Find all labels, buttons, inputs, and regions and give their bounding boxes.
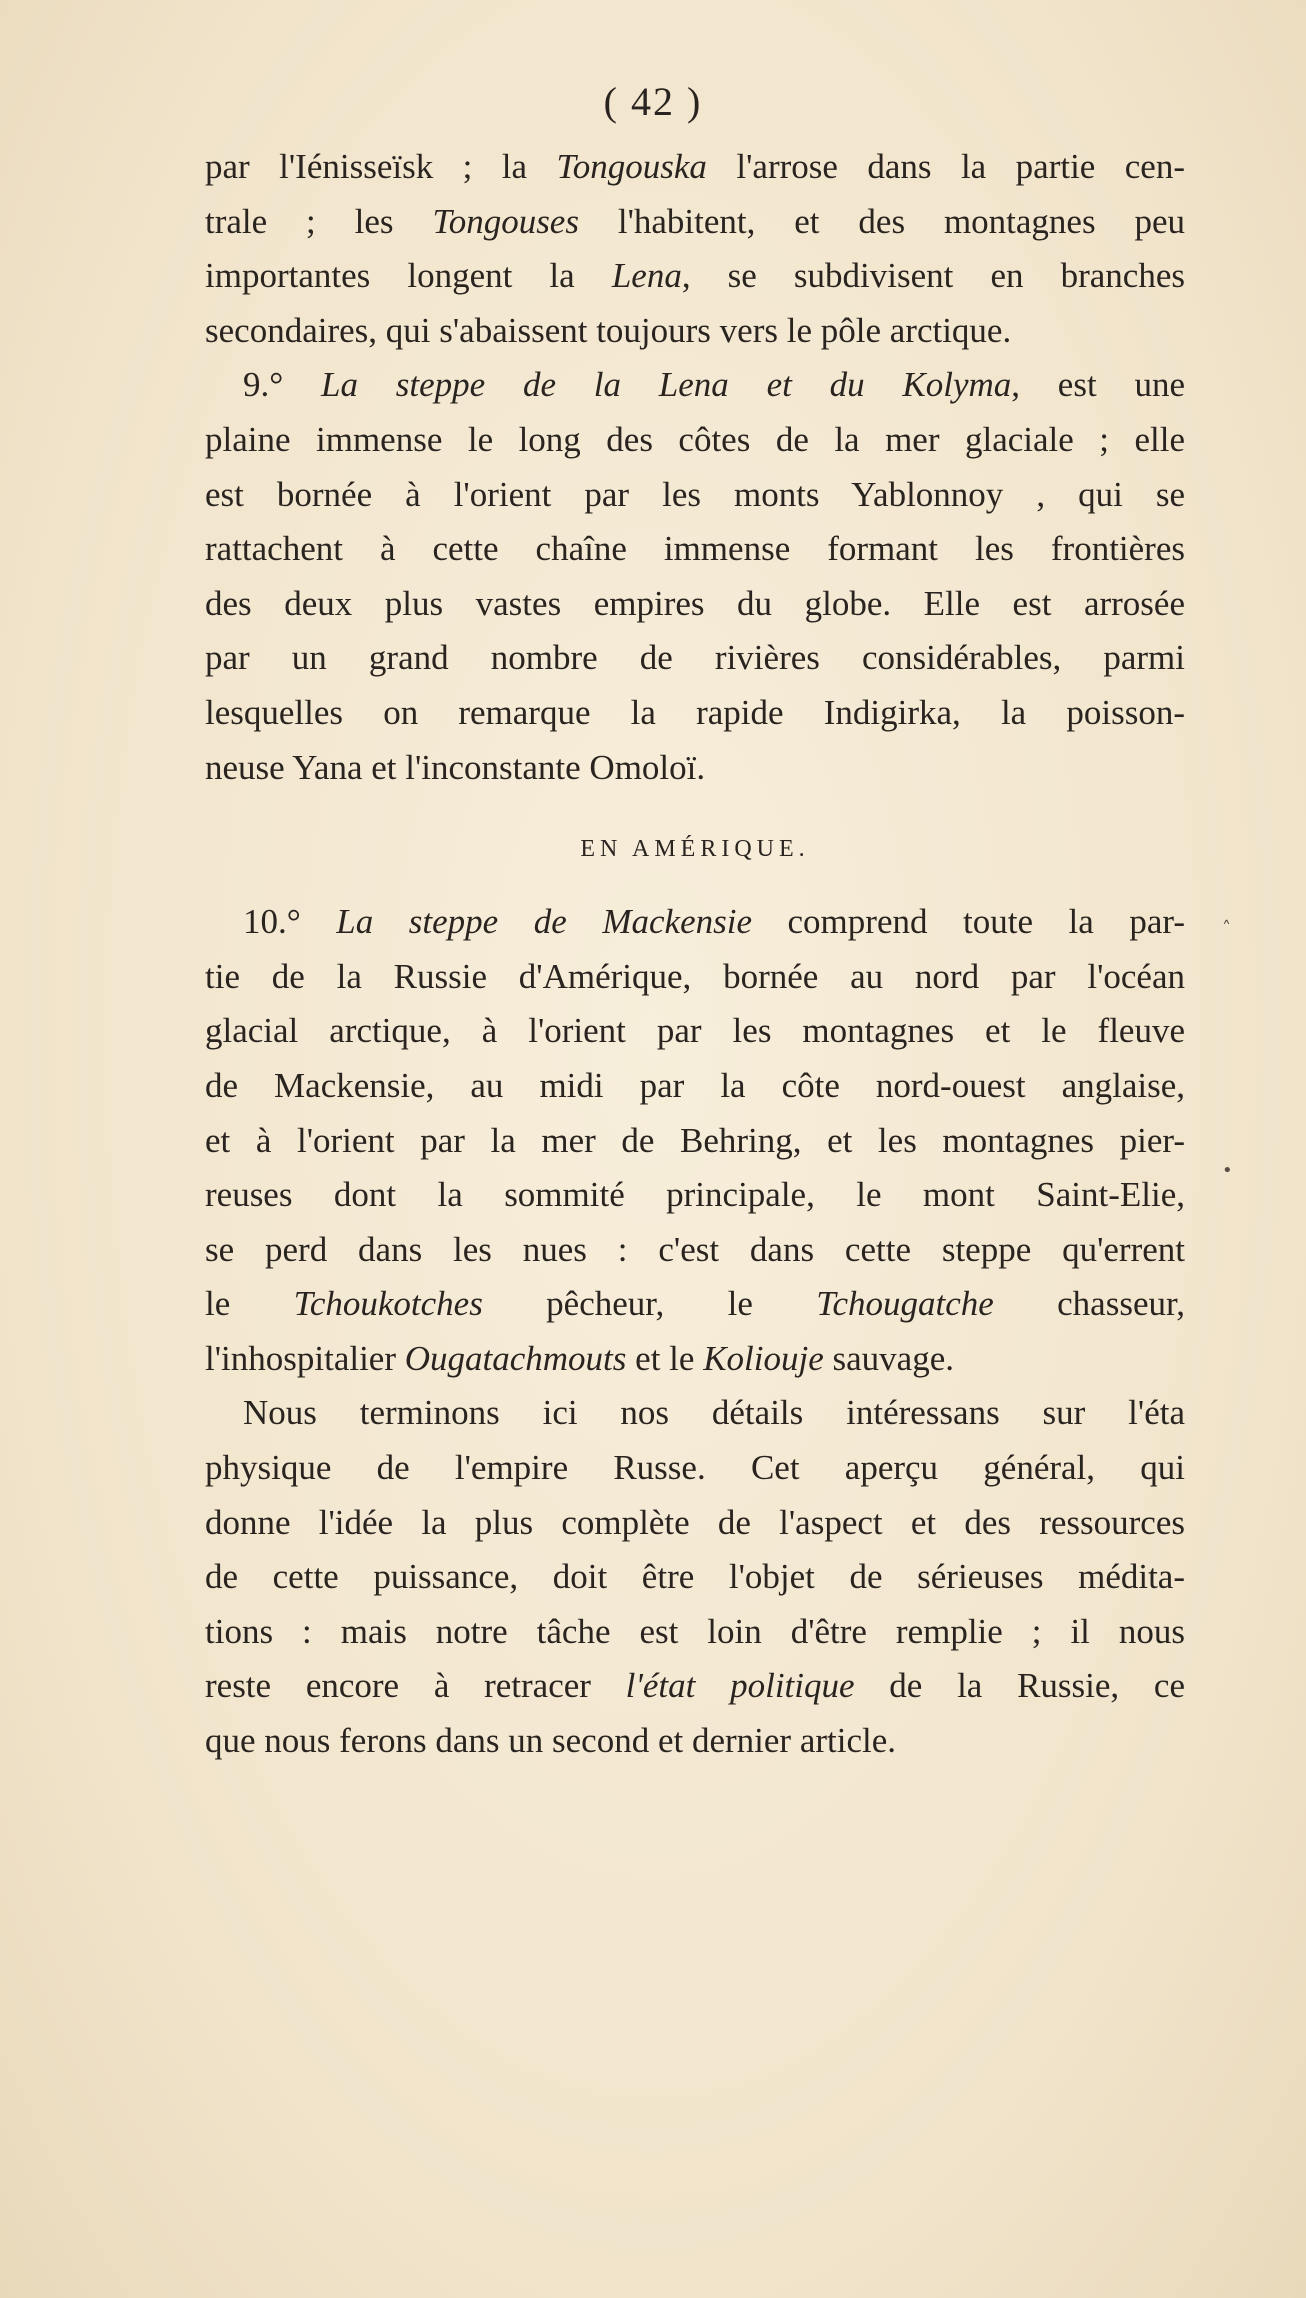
italic-term: Tchougatche (816, 1284, 994, 1324)
text-line (205, 1714, 1185, 1769)
italic-term: Lena (611, 256, 682, 296)
italic-term: Koliouje (703, 1338, 824, 1378)
text-line (205, 895, 1185, 950)
page-number: ( 42 ) (603, 79, 703, 124)
paragraph (205, 358, 1185, 795)
text-run: que nous ferons dans un second et dernier article. (205, 1721, 897, 1761)
text-run: par l'Iénisseïsk ; la (205, 147, 557, 186)
text-run: , se subdivisent en branches (681, 256, 1186, 296)
text-run: tie de la Russie d'Amérique, bornée au nord par l'océan (205, 956, 1185, 996)
text-run: Nous terminons ici nos détails intéressans sur l'éta (243, 1393, 1185, 1433)
text-run: le (205, 1284, 294, 1324)
text-run: , est une (1011, 365, 1185, 405)
text-line (205, 950, 1185, 1005)
text-run: 10.° (243, 902, 337, 942)
text-run: l'habitent, et des montagnes peu (578, 201, 1186, 241)
text-run: par un grand nombre de rivières considérables, parmi (205, 638, 1185, 678)
text-run: de la Russie, ce (854, 1666, 1185, 1706)
paragraph (205, 895, 1185, 1386)
text-line (205, 249, 1185, 304)
italic-term: Tongouska (556, 147, 707, 186)
text-run: reuses dont la sommité principale, le mont Saint-Elie, (205, 1175, 1185, 1215)
text-line (205, 1004, 1185, 1059)
text-line (205, 304, 1185, 359)
text-line (205, 1659, 1185, 1714)
italic-term: La steppe de Mackensie (336, 902, 752, 942)
section-heading: EN AMÉRIQUE. (580, 836, 810, 863)
text-line (205, 1059, 1185, 1114)
text-run: de cette puissance, doit être l'objet de sérieuses médita- (205, 1557, 1185, 1597)
text-run: et le (626, 1338, 704, 1378)
text-line (205, 195, 1185, 250)
text-line (205, 741, 1185, 796)
text-run: glacial arctique, à l'orient par les montagnes et le fleuve (205, 1011, 1185, 1051)
text-run: pêcheur, le (482, 1284, 817, 1324)
text-run: l'inhospitalier (205, 1338, 405, 1378)
text-run: et à l'orient par la mer de Behring, et les montagnes pier- (205, 1120, 1185, 1160)
text-line (205, 1496, 1185, 1551)
text-run: lesquelles on remarque la rapide Indigirka, la poisson- (205, 692, 1185, 732)
text-line (205, 140, 1185, 195)
text-line (205, 1386, 1185, 1441)
text-line (205, 686, 1185, 741)
margin-mark: ˄ (1222, 918, 1231, 939)
text-line (205, 1277, 1185, 1332)
text-run: chasseur, (993, 1284, 1185, 1324)
text-run: plaine immense le long des côtes de la mer glaciale ; elle (205, 419, 1185, 459)
text-line (205, 413, 1185, 468)
text-run: donne l'idée la plus complète de l'aspect et des ressources (205, 1502, 1185, 1542)
text-line (205, 1605, 1185, 1660)
text-run: est bornée à l'orient par les monts Yablonnoy , qui se (205, 474, 1185, 514)
text-run: l'arrose dans la partie cen- (706, 147, 1185, 186)
text-line (205, 1114, 1185, 1169)
text-run: trale ; les (205, 201, 433, 241)
text-line (205, 468, 1185, 523)
text-line (205, 631, 1185, 686)
text-line (205, 358, 1185, 413)
text-run: se perd dans les nues : c'est dans cette steppe qu'errent (205, 1229, 1185, 1269)
paragraph (205, 140, 1185, 358)
text-run: reste encore à retracer (205, 1666, 626, 1706)
body-text (205, 140, 1185, 1769)
italic-term: La steppe de la Lena et du Kolyma (321, 365, 1012, 405)
text-run: secondaires, qui s'abaissent toujours vers le pôle arctique. (205, 310, 1012, 350)
text-line (205, 1441, 1185, 1496)
text-run: rattachent à cette chaîne immense formant les frontières (205, 529, 1185, 569)
italic-term: Tchoukotches (293, 1284, 483, 1324)
margin-mark: • (1222, 1160, 1233, 1181)
italic-term: Ougatachmouts (404, 1338, 627, 1378)
text-run: physique de l'empire Russe. Cet aperçu général, qui (205, 1448, 1185, 1488)
text-line (205, 1332, 1185, 1387)
text-run: sauvage. (823, 1338, 954, 1378)
text-run: neuse Yana et l'inconstante Omoloï. (205, 747, 706, 787)
text-run: importantes longent la (205, 256, 612, 296)
text-line (205, 522, 1185, 577)
italic-term: Tongouses (432, 201, 579, 241)
text-line (205, 577, 1185, 632)
text-run: 9.° (243, 365, 322, 405)
text-run: tions : mais notre tâche est loin d'être remplie ; il nous (205, 1611, 1185, 1651)
text-line (205, 1168, 1185, 1223)
text-line (205, 1550, 1185, 1605)
paragraph (205, 1386, 1185, 1768)
text-run: de Mackensie, au midi par la côte nord-ouest anglaise, (205, 1065, 1185, 1105)
text-line (205, 1223, 1185, 1278)
italic-term: l'état politique (625, 1666, 855, 1706)
text-run: des deux plus vastes empires du globe. Elle est arrosée (205, 583, 1185, 623)
text-run: comprend toute la par- (751, 902, 1185, 942)
